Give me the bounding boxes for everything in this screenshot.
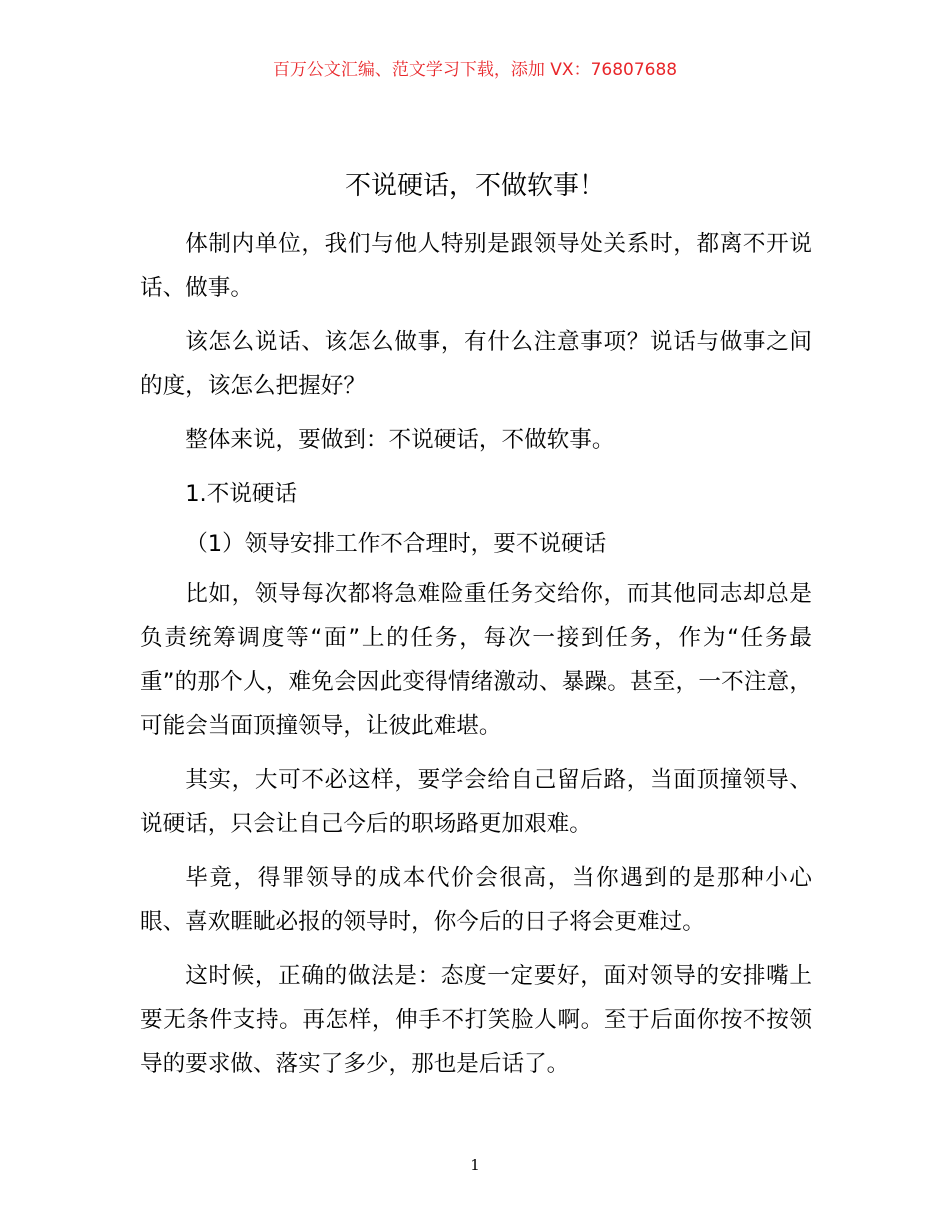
paragraph-6: 毕竟，得罪领导的成本代价会很高，当你遇到的是那种小心眼、喜欢睚眦必报的领导时，你今后的日子将会更难过。 — [140, 865, 812, 935]
article-title: 不说硬话，不做软事！ — [344, 171, 605, 201]
paragraph-1: 体制内单位，我们与他人特别是跟领导处关系时，都离不开说话、做事。 — [140, 231, 812, 301]
paragraph-5: 其实，大可不必这样，要学会给自己留后路，当面顶撞领导、说硬话，只会让自己今后的职场路更加艰难。 — [140, 767, 812, 837]
header-watermark-note: 百万公文汇编、范文学习下载，添加 VX：76807688 — [272, 60, 678, 80]
section-heading-1: 1.不说硬话 — [185, 481, 298, 507]
subsection-heading-1: （1）领导安排工作不合理时，要不说硬话 — [185, 531, 607, 557]
paragraph-2: 该怎么说话、该怎么做事，有什么注意事项？说话与做事之间的度，该怎么把握好？ — [140, 329, 812, 399]
article-body — [140, 222, 812, 1096]
paragraph-3: 整体来说，要做到：不说硬话，不做软事。 — [185, 427, 615, 453]
paragraph-4: 比如，领导每次都将急难险重任务交给你，而其他同志却总是负责统筹调度等“面”上的任务，每次一接到任务，作为“任务最重”的那个人，难免会因此变得情绪激动、暴躁。甚至，一不注意，可能会当面顶撞领导，让彼此难堪。 — [140, 581, 812, 739]
page-number: 1 — [470, 1156, 480, 1174]
paragraph-7: 这时候，正确的做法是：态度一定要好，面对领导的安排嘴上要无条件支持。再怎样，伸手不打笑脸人啊。至于后面你按不按领导的要求做、落实了多少，那也是后话了。 — [140, 963, 812, 1077]
